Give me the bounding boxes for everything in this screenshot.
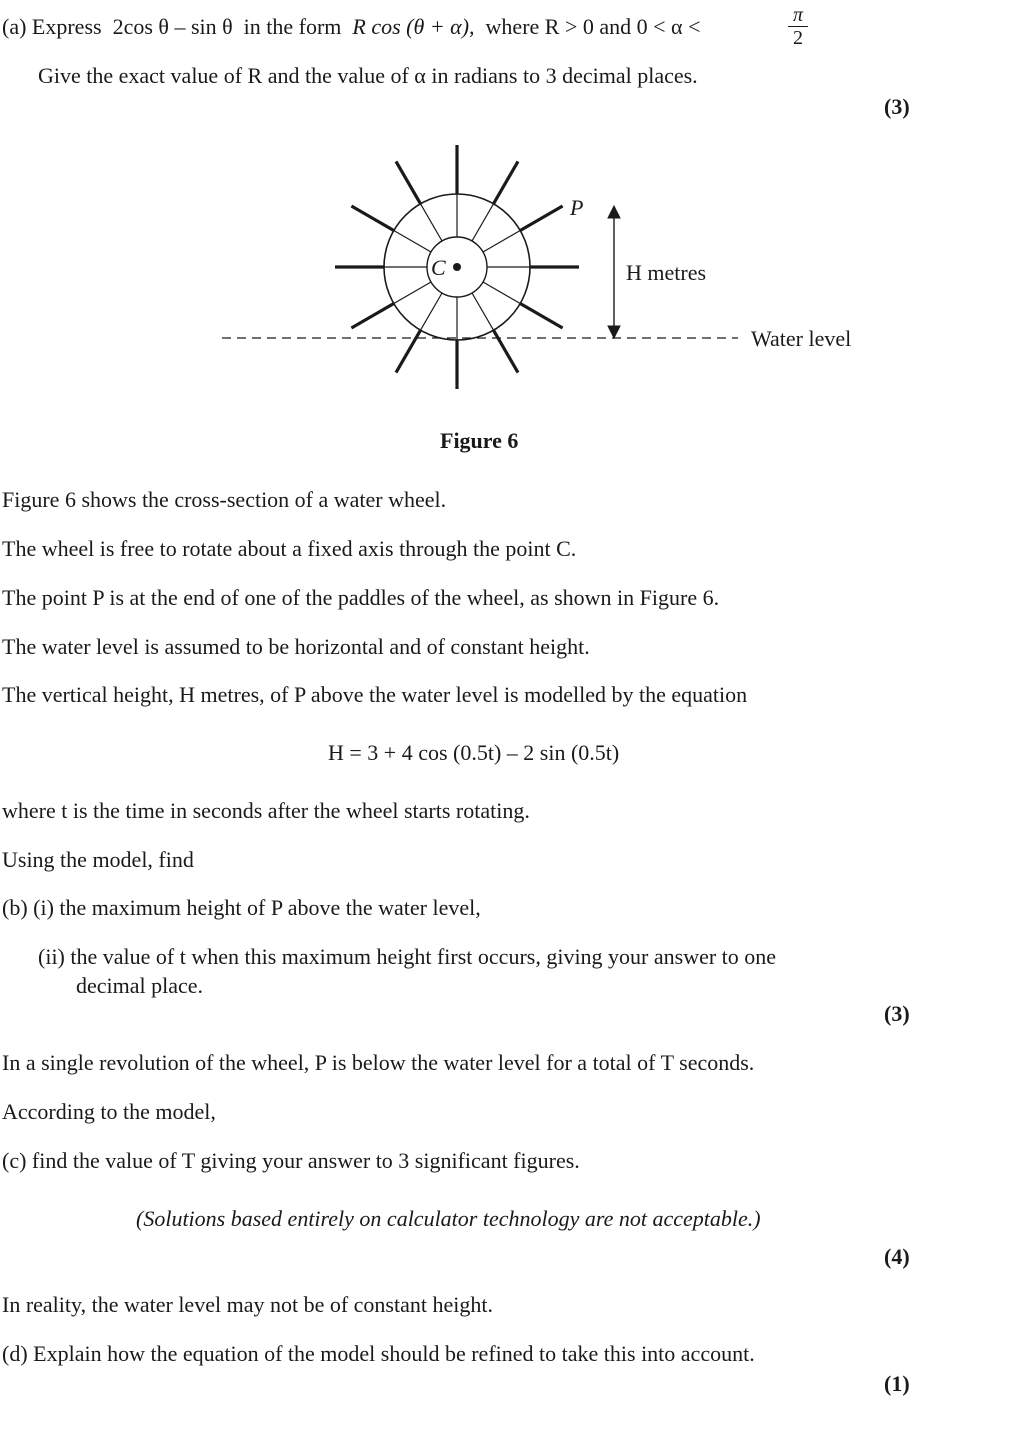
part-a-line2: Give the exact value of R and the value of α in radians to 3 decimal places. [38, 63, 698, 88]
part-a-form: R cos (θ + α), [352, 14, 475, 39]
point-c-label: C [431, 255, 446, 280]
part-d-intro: In reality, the water level may not be of constant height. [2, 1292, 493, 1317]
part-a-line1 [2, 14, 700, 40]
height-arrow [608, 206, 620, 338]
model-equation: H = 3 + 4 cos (0.5t) – 2 sin (0.5t) [328, 740, 620, 765]
body-p5: The vertical height, H metres, of P above the water level is modelled by the equation [2, 682, 748, 707]
part-a-prefix: Express [31, 14, 102, 39]
part-b-i: (b) (i) the maximum height of P above the water level, [2, 895, 481, 920]
fraction-numerator: π [788, 4, 808, 27]
part-a-condition: where R > 0 and 0 < α < [485, 14, 701, 39]
part-b-marks: (3) [884, 1001, 910, 1026]
part-a-label: (a) [2, 14, 27, 39]
part-d-marks: (1) [884, 1371, 910, 1396]
pi-over-two-fraction [788, 4, 808, 49]
part-c-intro2: According to the model, [2, 1099, 216, 1124]
body-p6: where t is the time in seconds after the wheel starts rotating. [2, 798, 530, 823]
water-level-label: Water level [751, 326, 852, 351]
body-p2: The wheel is free to rotate about a fixed axis through the point C. [2, 536, 577, 561]
part-c-question: (c) find the value of T giving your answer to 3 significant figures. [2, 1148, 580, 1173]
water-wheel-figure [210, 135, 890, 405]
centre-point-c [453, 263, 461, 271]
height-label: H metres [626, 260, 707, 285]
part-c-intro1: In a single revolution of the wheel, P is below the water level for a total of T seconds. [2, 1050, 755, 1075]
part-a-mid: in the form [243, 14, 342, 39]
calculator-note: (Solutions based entirely on calculator technology are not acceptable.) [136, 1206, 761, 1231]
part-a-expression: 2cos θ – sin θ [112, 14, 233, 39]
fraction-denominator: 2 [793, 27, 803, 49]
water-wheel [335, 145, 579, 389]
point-p-label: P [570, 195, 584, 220]
part-b-ii-line2: decimal place. [76, 973, 204, 998]
part-d-question: (d) Explain how the equation of the model should be refined to take this into account. [2, 1341, 755, 1366]
body-p7: Using the model, find [2, 847, 194, 872]
part-c-marks: (4) [884, 1244, 910, 1269]
body-p4: The water level is assumed to be horizontal and of constant height. [2, 634, 590, 659]
part-b-ii-line1: (ii) the value of t when this maximum height first occurs, giving your answer to one [38, 944, 777, 969]
body-p3: The point P is at the end of one of the paddles of the wheel, as shown in Figure 6. [2, 585, 720, 610]
figure-caption: Figure 6 [440, 428, 519, 453]
part-a-marks: (3) [884, 94, 910, 119]
body-p1: Figure 6 shows the cross-section of a water wheel. [2, 487, 447, 512]
